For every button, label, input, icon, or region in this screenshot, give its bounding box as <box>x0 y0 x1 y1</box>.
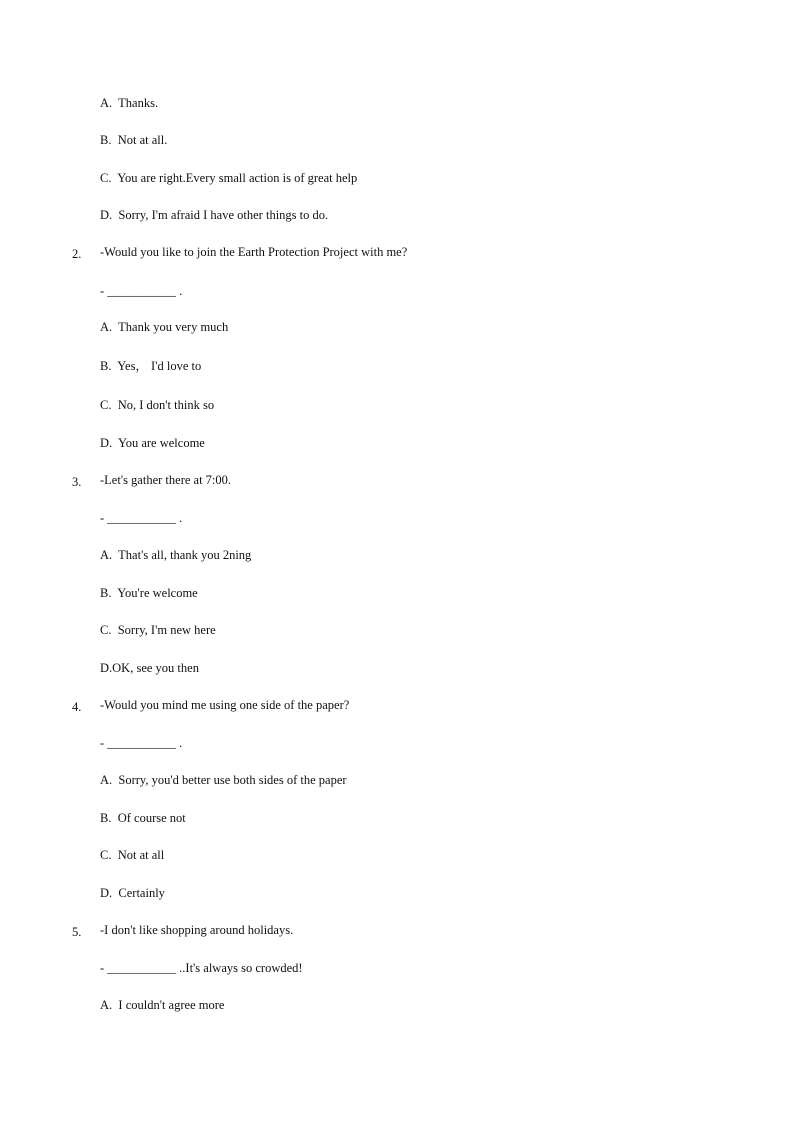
q4-number: 4. <box>72 700 82 714</box>
q5-number: 5. <box>72 925 82 939</box>
q2-option-d: D. You are welcome <box>100 436 205 450</box>
q4-option-b: B. Of course not <box>100 811 186 825</box>
q1-option-d: D. Sorry, I'm afraid I have other things to do. <box>100 208 329 222</box>
q3-option-d: D.OK, see you then <box>100 661 199 675</box>
q3-option-c: C. Sorry, I'm new here <box>100 623 216 637</box>
q1-option-b: B. Not at all. <box>100 133 168 147</box>
q2-response: - ___________ . <box>100 284 183 298</box>
q2-option-b: B. Yes， I'd love to <box>100 359 202 373</box>
q3-option-b: B. You're welcome <box>100 586 198 600</box>
q3-response: - ___________ . <box>100 511 183 525</box>
q4-option-d: D. Certainly <box>100 886 165 900</box>
q4-prompt: -Would you mind me using one side of the paper? <box>100 698 350 712</box>
q3-number: 3. <box>72 475 82 489</box>
q4-response: - ___________ . <box>100 736 183 750</box>
q4-option-c: C. Not at all <box>100 848 165 862</box>
q2-option-a: A. Thank you very much <box>100 320 229 334</box>
q5-response: - ___________ ..It's always so crowded! <box>100 961 303 975</box>
q5-option-a: A. I couldn't agree more <box>100 998 225 1012</box>
q3-option-a: A. That's all, thank you 2ning <box>100 548 252 562</box>
q2-number: 2. <box>72 247 82 261</box>
q1-option-a: A. Thanks. <box>100 96 159 110</box>
q1-option-c: C. You are right.Every small action is of great help <box>100 171 358 185</box>
q2-option-c: C. No, I don't think so <box>100 398 215 412</box>
q2-prompt: -Would you like to join the Earth Protection Project with me? <box>100 245 408 259</box>
q5-prompt: -I don't like shopping around holidays. <box>100 923 294 937</box>
q4-option-a: A. Sorry, you'd better use both sides of the paper <box>100 773 347 787</box>
q3-prompt: -Let's gather there at 7:00. <box>100 473 232 487</box>
